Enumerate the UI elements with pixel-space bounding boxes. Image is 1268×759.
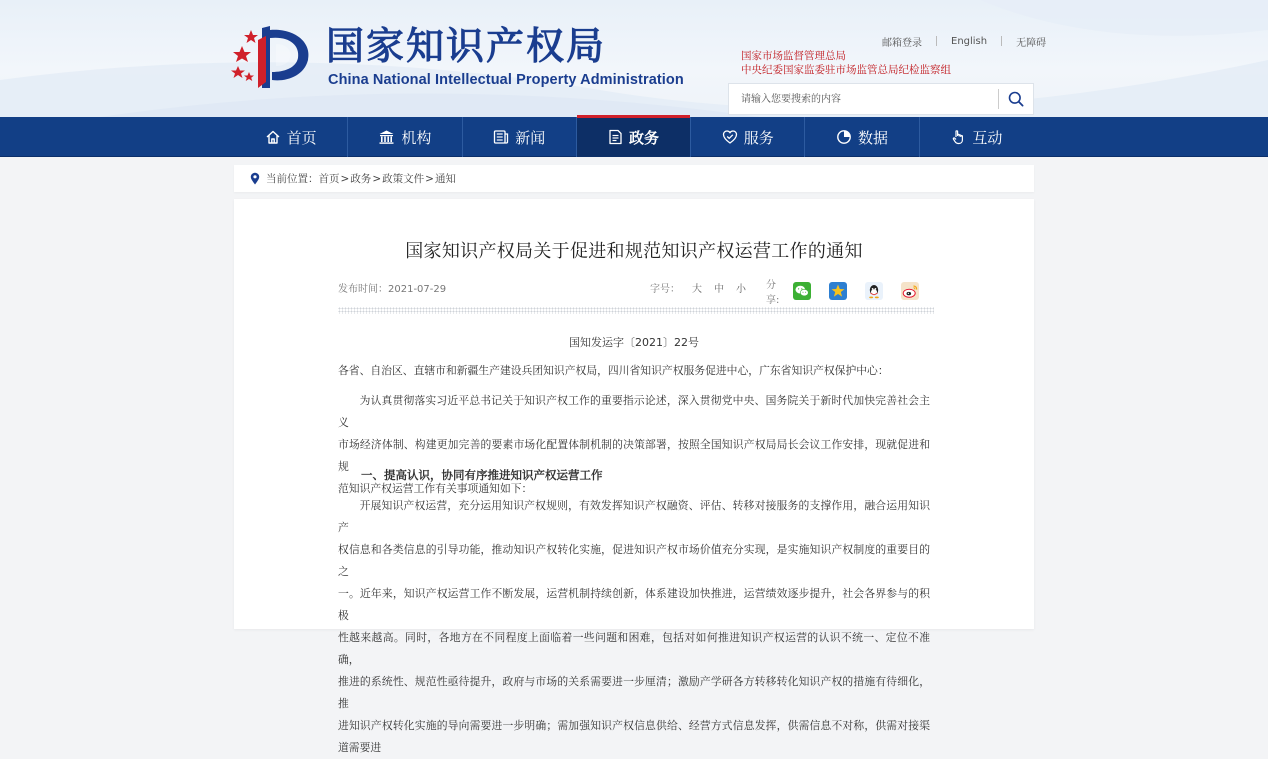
intro-line: 范知识产权运营工作有关事项通知如下：: [338, 482, 533, 495]
article-meta: [338, 279, 934, 306]
nav-item-services[interactable]: [691, 117, 805, 157]
english-link[interactable]: English: [951, 35, 988, 47]
main-nav: [0, 117, 1268, 157]
accessibility-link[interactable]: 无障碍: [1016, 37, 1047, 49]
discipline-inspection-link[interactable]: 中央纪委国家监委驻市场监管总局纪检监察组: [741, 64, 951, 76]
location-pin-icon: [250, 172, 260, 185]
nav-item-government-affairs[interactable]: [577, 117, 691, 157]
news-icon: [493, 129, 509, 145]
cnipa-emblem-icon: [232, 22, 322, 92]
font-size-small[interactable]: 小: [736, 284, 746, 295]
link-divider: [936, 36, 937, 46]
font-size-label: 字号：: [650, 284, 680, 295]
nav-item-label: 互动: [972, 128, 1003, 147]
site-header: [0, 0, 1268, 117]
breadcrumb-separator: >: [425, 172, 434, 185]
nav-item-label: 数据: [858, 128, 889, 147]
recipients-paragraph: 各省、自治区、直辖市和新疆生产建设兵团知识产权局，四川省知识产权服务促进中心，广东省知识产权保护中心：: [338, 364, 889, 377]
nav-item-home[interactable]: [234, 117, 348, 157]
section1-line: 开展知识产权运营，充分运用知识产权规则，有效发挥知识产权融资、评估、转移对接服务的支撑作用，融合运用知识产: [338, 499, 930, 534]
nav-item-institutions[interactable]: [348, 117, 462, 157]
article-title: 国家知识产权局关于促进和规范知识产权运营工作的通知: [405, 241, 863, 262]
section1-line: 性越来越高。同时，各地方在不同程度上面临着一些问题和困难，包括对如何推进知识产权运营的认识不统一、定位不准确，: [338, 631, 930, 666]
section1-line: 一。近年来，知识产权运营工作不断发展，运营机制持续创新，体系建设加快推进，运营绩效逐步提升，社会各界参与的积极: [338, 587, 930, 622]
nav-item-label: 政务: [628, 128, 659, 147]
pie-chart-icon: [836, 129, 852, 145]
breadcrumb-home[interactable]: 首页: [318, 173, 340, 185]
search-input[interactable]: [729, 84, 998, 114]
wechat-icon[interactable]: [793, 282, 811, 300]
home-icon: [265, 129, 281, 145]
logo-title: 国家知识产权局: [326, 24, 607, 68]
nav-item-label: 首页: [286, 128, 317, 147]
section-heading: 一、提高认识，协同有序推进知识产权运营工作: [361, 468, 603, 482]
intro-line: 市场经济体制、构建更加完善的要素市场化配置体制机制的决策部署，按照全国知识产权局局长会议工作安排，现就促进和规: [338, 438, 930, 473]
service-icon: [722, 129, 738, 145]
intro-line: 为认真贯彻落实习近平总书记关于知识产权工作的重要指示论述，深入贯彻党中央、国务院关于新时代加快完善社会主义: [338, 394, 930, 429]
search-icon: [1008, 91, 1024, 107]
nav-item-label: 服务: [743, 128, 774, 147]
logo-subtitle: China National Intellectual Property Administration: [328, 72, 684, 88]
section1-line: 进知识产权转化实施的导向需要进一步明确；需加强知识产权信息供给、经营方式信息发挥，供需信息不对称，供需对接渠道需要进: [338, 719, 930, 754]
search-button[interactable]: [999, 84, 1033, 114]
samr-link[interactable]: 国家市场监督管理总局: [741, 50, 846, 62]
nav-item-interaction[interactable]: [920, 117, 1034, 157]
font-size-large[interactable]: 大: [692, 284, 702, 295]
top-links: [870, 34, 1046, 48]
breadcrumb-policy-documents[interactable]: 政策文件: [382, 173, 425, 185]
site-logo[interactable]: [232, 22, 684, 92]
font-size-control: [650, 280, 746, 295]
breadcrumb-prefix: 当前位置：: [266, 173, 319, 185]
qq-icon[interactable]: [865, 282, 883, 300]
font-size-medium[interactable]: 中: [714, 284, 724, 295]
nav-item-label: 新闻: [515, 128, 546, 147]
breadcrumb-notice[interactable]: 通知: [434, 173, 456, 185]
document-number: 国知发运字〔2021〕22号: [569, 336, 699, 349]
breadcrumb-separator: >: [340, 172, 350, 185]
pointer-hand-icon: [951, 129, 966, 145]
mail-login-link[interactable]: 邮箱登录: [882, 37, 922, 49]
nav-item-label: 机构: [401, 128, 432, 147]
share-label: 分享:: [766, 280, 780, 306]
share-bar: [766, 276, 937, 306]
nav-item-data[interactable]: [805, 117, 919, 157]
nav-item-news[interactable]: [463, 117, 577, 157]
qzone-icon[interactable]: [829, 282, 847, 300]
section1-paragraph: [338, 495, 930, 759]
publish-date: 发布时间：2021-07-29: [338, 284, 447, 295]
document-icon: [608, 129, 623, 145]
breadcrumb-government-affairs[interactable]: 政务: [350, 173, 372, 185]
meta-divider: [338, 307, 934, 314]
search-box: [728, 83, 1034, 115]
building-icon: [378, 129, 395, 145]
org-links: [741, 49, 951, 77]
link-divider: [1001, 36, 1002, 46]
section1-line: 推进的系统性、规范性亟待提升，政府与市场的关系需要进一步厘清；激励产学研各方转移转化知识产权的措施有待细化，推: [338, 675, 930, 710]
article-panel: [234, 199, 1034, 754]
breadcrumb: [234, 165, 1034, 192]
breadcrumb-separator: >: [372, 172, 382, 185]
weibo-icon[interactable]: [901, 282, 919, 300]
section1-line: 权信息和各类信息的引导功能，推动知识产权转化实施，促进知识产权市场价值充分实现，是实施知识产权制度的重要目的之: [338, 543, 930, 578]
